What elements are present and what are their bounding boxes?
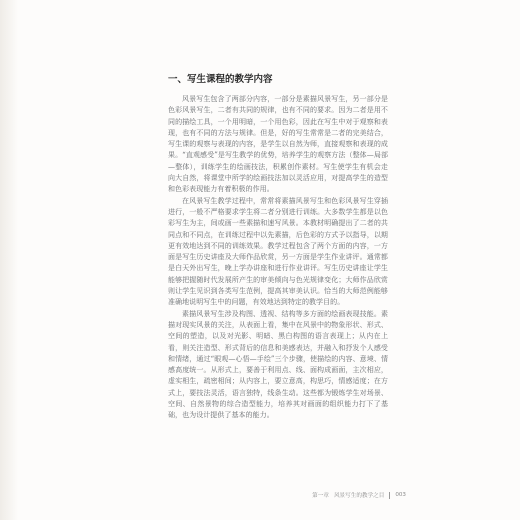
paragraph: 在风景写生教学过程中，常常将素描风景写生和色彩风景写生穿插进行，一般不严格要求学生将二者分别进行训练。大多数学生都是以色彩写生为主，间或画一些素描和速写风景。本教材明确提出了二者的共同点和不同点，在训练过程中以先素描，后色彩的方式予以指导，以期更有效地达到不同的训练效果。教学过程包含了两个方面的内容，一方面是写生历史讲座及大师作品欣赏，另一方面是学生作业讲评。通常都是白天外出写生，晚上学办讲座和进行作业讲评。写生历史讲座让学生能够把握随时代发展所产生的审美倾向与色光规律变化；大师作品欣赏则让学生见识到各类写生范例，提高其审美认识。恰当的大师范例能够准确地说明写生中的问题，有效地达到特定的教学目的。 — [168, 196, 388, 307]
body-text — [168, 94, 388, 422]
page-number: 003 — [395, 492, 406, 498]
paragraph: 素描风景写生涉及构图、透视、结构等多方面的绘画表现技能。素描对现实风景的关注，从表面上看，集中在风景中的物象形状、形式、空间的塑造，以及对光影、明暗、黑白构图的语言表现上；从内在上看，则关注造型、形式背后的信息和美感表达，并融入和抒发个人感受和情绪，通过“眼观—心悟—手绘”三个步骤，使描绘的内容、意境、情感高度统一。从形式上，要善于利用点、线、面构成画面，主次相应，虚实相生，疏密相间；从内容上，要立意高，构思巧，情感适度；在方式上，要技法灵活，语言独特，线条生动。这些都为锻炼学生对场景、空间、自然景物的综合造型能力，培养其对画面的组织能力打下了基础，也为设计提供了基本的能力。 — [168, 309, 388, 420]
footer-divider — [389, 492, 390, 499]
section-heading: 一、写生课程的教学内容 — [168, 74, 273, 85]
footer-chapter: 第一章 — [312, 493, 329, 499]
book-spine-shadow — [0, 0, 18, 520]
page-footer — [0, 491, 406, 499]
footer-chapter-title: 风景写生的教学之目 — [333, 493, 385, 499]
paragraph: 风景写生包含了两部分内容，一部分是素描风景写生，另一部分是色彩风景写生，二者有共同的规律，也有不同的要求。因为二者是用不同的描绘工具，一个用明暗，一个用色彩，因此在写生中对于观察和表现，也有不同的方法与规律。但是，好的写生常常是二者的完美结合，写生课的观察与表现的内容，是学生以自然为师，直接观察和表现的成果。“直观感受”是写生教学的优势，培养学生的观察方法（整体—局部—整体），训练学生的绘画技法，积累创作素材。写生使学生有机会走向大自然，将课堂中所学的绘画技法加以灵活应用，对提高学生的造型和色彩表现能力有着积极的作用。 — [168, 95, 388, 194]
